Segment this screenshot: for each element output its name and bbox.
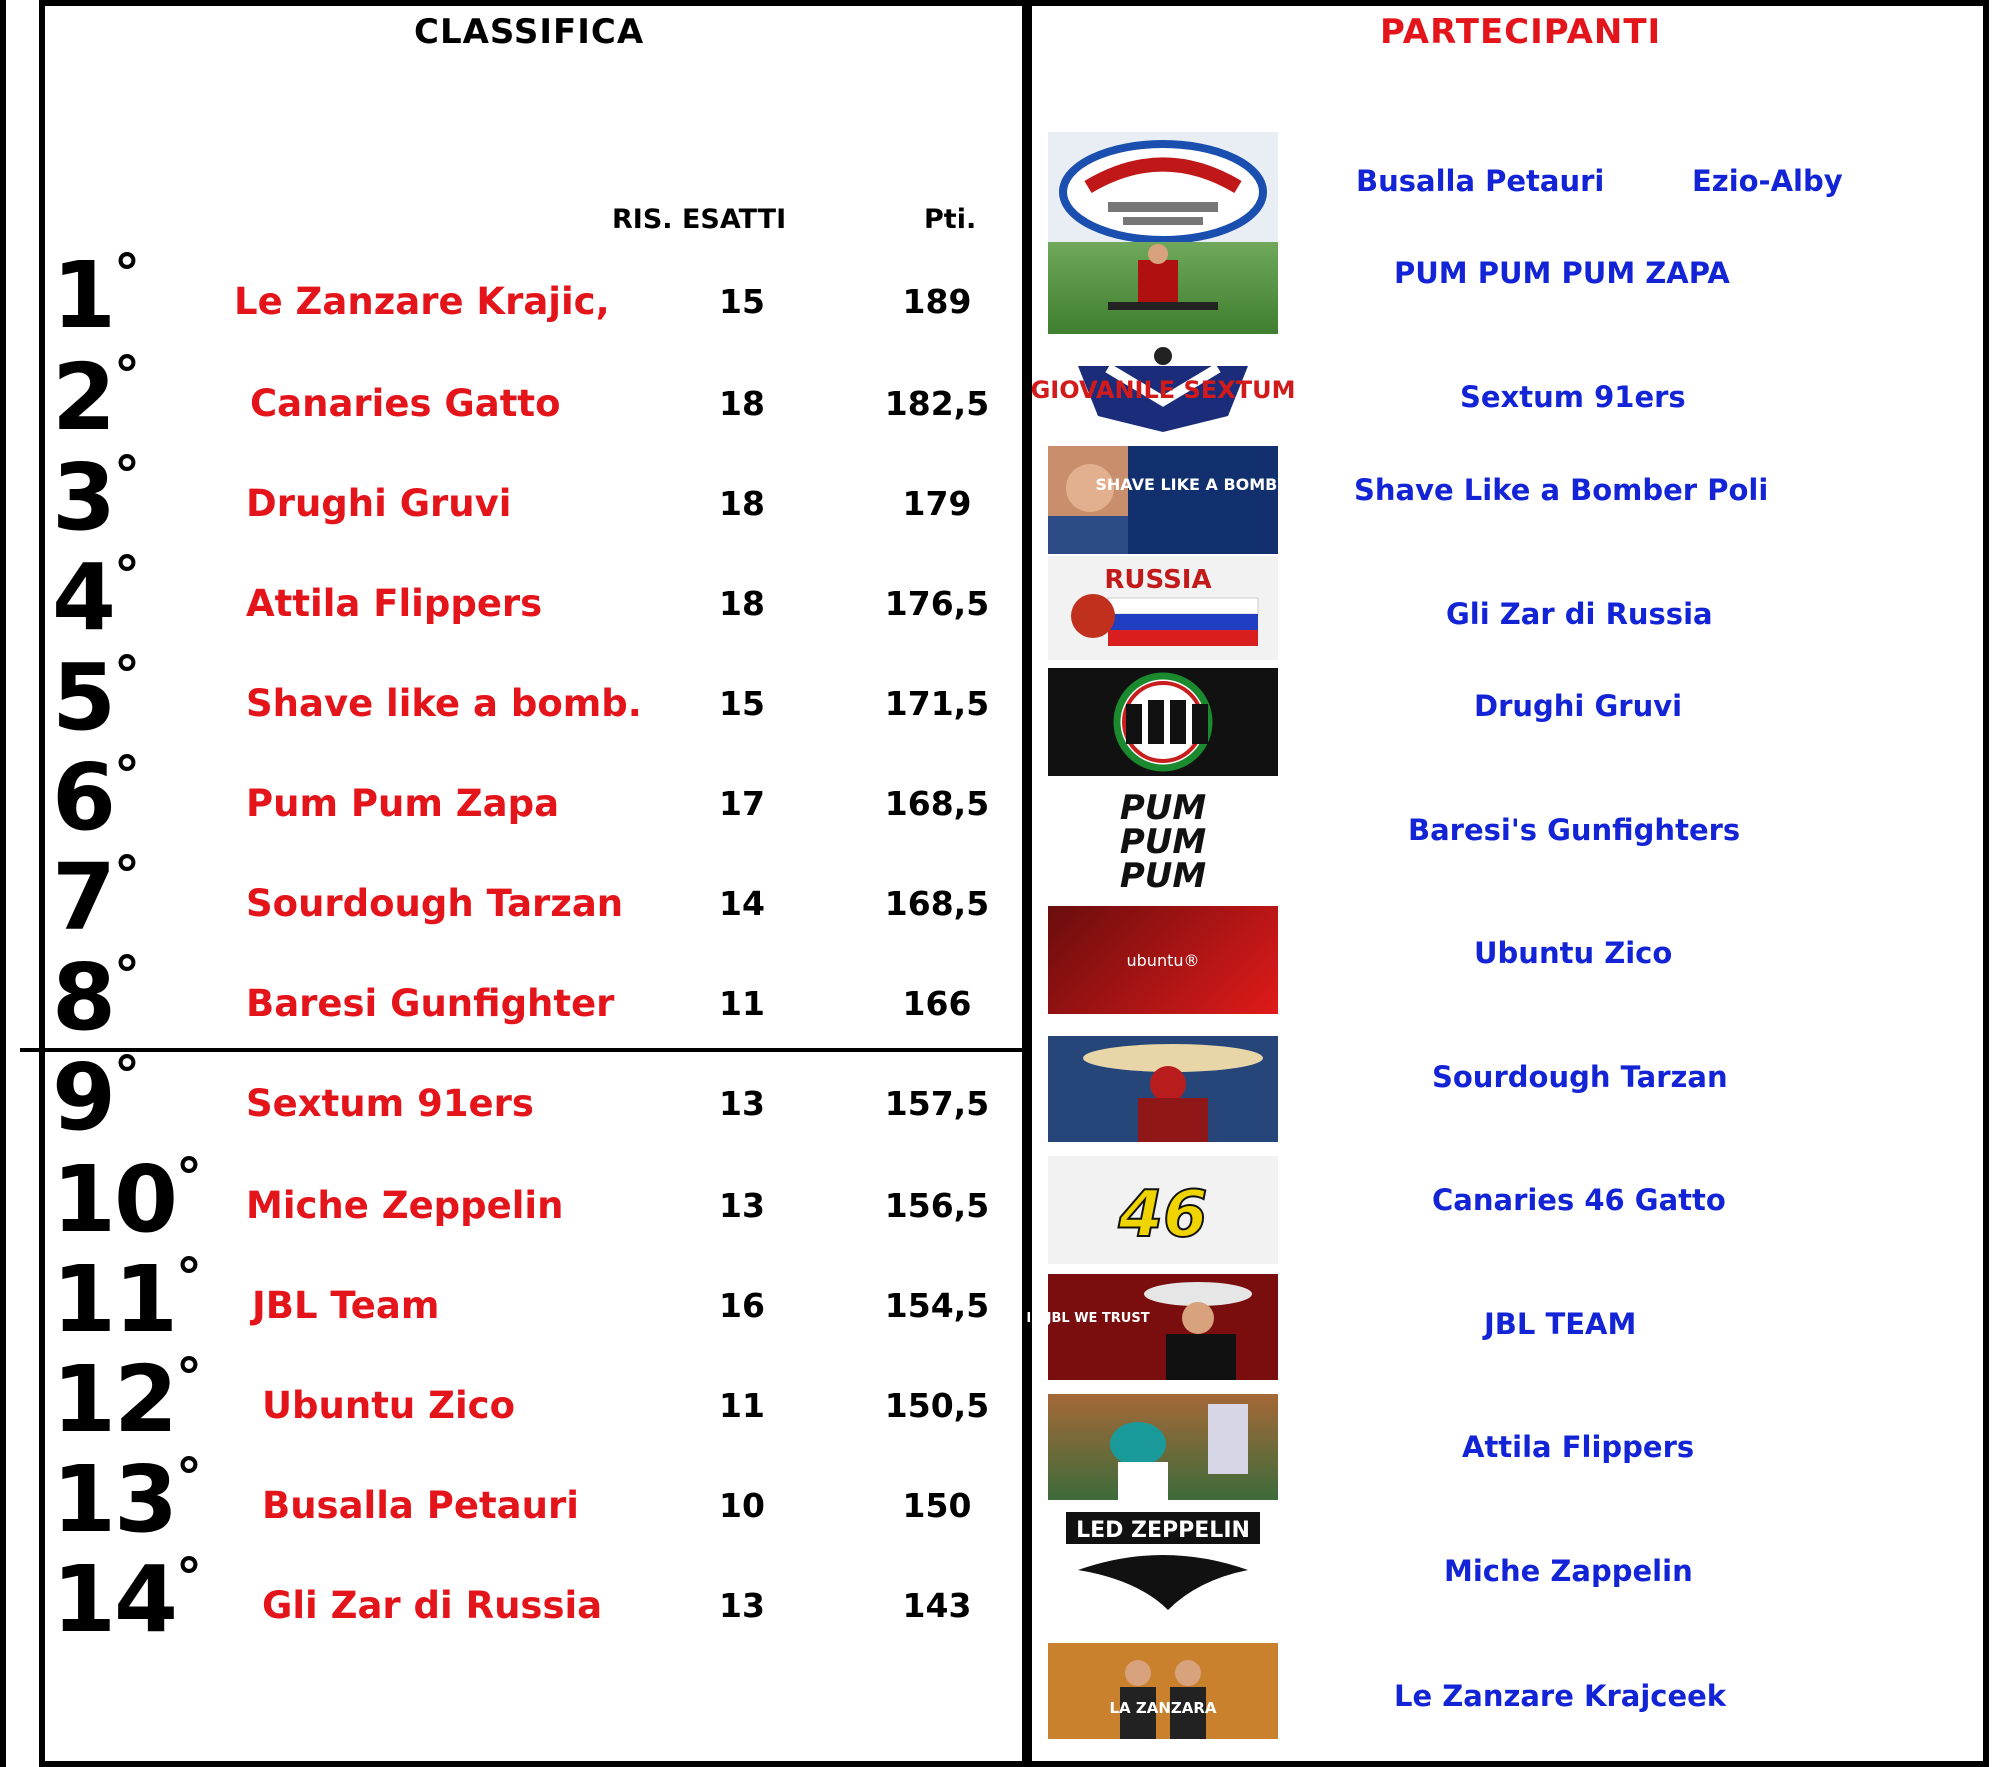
team-name: Le Zanzare Krajic, [234, 280, 610, 323]
points-value: 154,5 [884, 1286, 990, 1325]
exact-results-value: 13 [719, 1586, 765, 1625]
participant-name: JBL TEAM [1484, 1307, 1637, 1341]
team-name: Gli Zar di Russia [262, 1584, 603, 1627]
points-value: 166 [902, 984, 972, 1023]
rank-value: 1 [52, 242, 115, 349]
participant-name: Sextum 91ers [1460, 380, 1686, 414]
degree-symbol: ° [176, 1448, 201, 1508]
participant-name: Miche Zappelin [1444, 1554, 1693, 1588]
participant-name: Shave Like a Bomber Poli [1354, 473, 1769, 507]
points-value: 182,5 [884, 384, 990, 423]
points-value: 176,5 [884, 584, 990, 623]
points-value: 150 [902, 1486, 972, 1525]
team-name: Busalla Petauri [262, 1484, 579, 1527]
svg-text:PUM: PUM [1119, 788, 1207, 828]
participant-name: Busalla Petauri [1356, 164, 1605, 198]
la-zanzara-logo [1048, 1643, 1278, 1739]
rank-value: 8 [52, 944, 115, 1051]
points-value: 157,5 [884, 1084, 990, 1123]
player-photo [1048, 242, 1278, 334]
degree-symbol: ° [114, 646, 139, 706]
sextum-logo-text: GIOVANILE SEXTUM [1030, 376, 1296, 404]
participants-title: PARTECIPANTI [1380, 12, 1662, 52]
team-name: Sextum 91ers [246, 1082, 534, 1125]
russia-logo [1048, 556, 1278, 660]
zanzara-logo-text: LA ZANZARA [1109, 1699, 1217, 1717]
rank-value: 11 [52, 1246, 177, 1353]
points-header: Pti. [924, 204, 977, 235]
degree-symbol: ° [114, 846, 139, 906]
zone-divider [20, 1048, 1026, 1052]
exact-results-value: 17 [719, 784, 765, 823]
helmet-logo [1048, 132, 1278, 242]
rank-number [52, 844, 139, 951]
exact-results-value: 13 [719, 1084, 765, 1123]
degree-symbol: ° [114, 746, 139, 806]
sextum-shield-logo [1030, 346, 1296, 434]
exact-results-value: 18 [719, 584, 765, 623]
led-zeppelin-logo [1048, 1510, 1278, 1618]
exact-results-value: 15 [719, 684, 765, 723]
left-margin-line [0, 0, 6, 1767]
rank-value: 12 [52, 1346, 177, 1453]
participant-name: Canaries 46 Gatto [1432, 1183, 1726, 1217]
mascot-photo [1048, 1036, 1278, 1142]
degree-symbol: ° [114, 244, 139, 304]
russia-logo-text: RUSSIA [1104, 565, 1212, 595]
rank-number [52, 1246, 201, 1353]
rank-value: 10 [52, 1146, 177, 1253]
ubuntu-logo-text: ubuntu® [1126, 951, 1200, 970]
participant-name: Gli Zar di Russia [1446, 597, 1713, 631]
degree-symbol: ° [176, 1548, 201, 1608]
points-value: 143 [902, 1586, 972, 1625]
team-name: Drughi Gruvi [246, 482, 512, 525]
rank-number [52, 1546, 201, 1653]
bomber-ad-logo [1048, 446, 1301, 554]
participant-name: PUM PUM PUM ZAPA [1394, 256, 1730, 290]
rank-value: 9 [52, 1044, 115, 1151]
points-value: 168,5 [884, 884, 990, 923]
degree-symbol: ° [176, 1348, 201, 1408]
degree-symbol: ° [114, 546, 139, 606]
degree-symbol: ° [176, 1148, 201, 1208]
team-name: Canaries Gatto [250, 382, 561, 425]
bomber-logo-text: SHAVE LIKE A BOMBER [1095, 475, 1301, 494]
pum-pum-logo [1048, 785, 1278, 896]
team-name: Attila Flippers [246, 582, 543, 625]
rank-value: 6 [52, 744, 115, 851]
exact-results-value: 14 [719, 884, 765, 923]
valentino-46-logo [1048, 1156, 1278, 1264]
participant-name: Baresi's Gunfighters [1408, 813, 1741, 847]
exact-results-value: 11 [719, 984, 765, 1023]
rank-number [52, 444, 139, 551]
exact-results-value: 11 [719, 1386, 765, 1425]
participant-name: Ubuntu Zico [1474, 936, 1673, 970]
team-name: Miche Zeppelin [246, 1184, 564, 1227]
rank-number [52, 1044, 139, 1151]
rank-value: 14 [52, 1546, 177, 1653]
points-value: 150,5 [884, 1386, 990, 1425]
points-value: 171,5 [884, 684, 990, 723]
exact-results-value: 18 [719, 384, 765, 423]
team-name: Pum Pum Zapa [246, 782, 560, 825]
degree-symbol: ° [176, 1248, 201, 1308]
rank-number [52, 544, 139, 651]
degree-symbol: ° [114, 446, 139, 506]
team-name: JBL Team [252, 1284, 440, 1327]
valentino-logo-text: 46 [1118, 1178, 1208, 1252]
exact-results-header: RIS. ESATTI [612, 204, 787, 235]
exact-results-value: 16 [719, 1286, 765, 1325]
participant-name: Sourdough Tarzan [1432, 1060, 1728, 1094]
participant-name: Attila Flippers [1462, 1430, 1695, 1464]
rank-value: 13 [52, 1446, 177, 1553]
ubuntu-logo [1048, 906, 1278, 1014]
degree-symbol: ° [114, 346, 139, 406]
rank-number [52, 242, 139, 349]
exact-results-value: 15 [719, 282, 765, 321]
points-value: 168,5 [884, 784, 990, 823]
rank-value: 5 [52, 644, 115, 751]
exact-results-value: 10 [719, 1486, 765, 1525]
points-value: 189 [902, 282, 972, 321]
rank-value: 4 [52, 544, 115, 651]
participant-extra-name: Ezio-Alby [1692, 164, 1843, 198]
rank-number [52, 644, 139, 751]
degree-symbol: ° [114, 946, 139, 1006]
rank-number [52, 1146, 201, 1253]
svg-text:PUM: PUM [1119, 822, 1207, 862]
team-name: Sourdough Tarzan [246, 882, 624, 925]
rank-value: 7 [52, 844, 115, 951]
column-divider [1022, 0, 1032, 1767]
points-value: 179 [902, 484, 972, 523]
participant-name: Drughi Gruvi [1474, 689, 1683, 723]
rank-number [52, 1446, 201, 1553]
jbl-photo [1026, 1274, 1278, 1380]
exact-results-value: 18 [719, 484, 765, 523]
team-name: Shave like a bomb. [246, 682, 642, 725]
drughi-logo [1048, 668, 1278, 776]
participant-name: Le Zanzare Krajceek [1394, 1679, 1727, 1713]
rank-number [52, 944, 139, 1051]
points-value: 156,5 [884, 1186, 990, 1225]
team-name: Baresi Gunfighter [246, 982, 615, 1025]
rank-number [52, 1346, 201, 1453]
zeppelin-logo-text: LED ZEPPELIN [1076, 1518, 1250, 1543]
dolphin-mascot-photo [1048, 1394, 1278, 1500]
standings-title: CLASSIFICA [414, 12, 645, 52]
exact-results-value: 13 [719, 1186, 765, 1225]
rank-number [52, 744, 139, 851]
rank-value: 2 [52, 344, 115, 451]
svg-text:PUM: PUM [1119, 856, 1207, 896]
jbl-logo-text: IN JBL WE TRUST [1026, 1311, 1150, 1326]
team-name: Ubuntu Zico [262, 1384, 515, 1427]
rank-value: 3 [52, 444, 115, 551]
degree-symbol: ° [114, 1046, 139, 1106]
rank-number [52, 344, 139, 451]
